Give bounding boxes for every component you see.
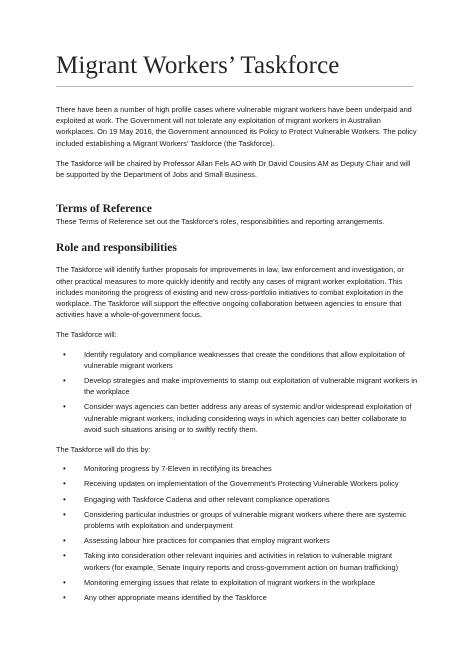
bullet-icon: • (63, 494, 66, 504)
list-item: • Identify regulatory and compliance weaknesses that create the conditions that allow exploitation of vulnerable migrant workers (63, 349, 405, 370)
bullet-icon: • (63, 536, 66, 546)
list-item: • Any other appropriate means identified by the Taskforce (63, 593, 267, 603)
terms-of-reference-heading: Terms of Reference (56, 202, 152, 216)
will-list (56, 349, 418, 435)
list-item: • Assessing labour hire practices for companies that employ migrant workers (63, 536, 330, 546)
intro-paragraph-1: There have been a number of high profile cases where vulnerable migrant workers have been underpaid and exploited at work. The Government will not tolerate any exploitation of migrant workers in Australian workplaces. On 19 May 2016, the Government announced its Policy to Protect Vulnerable Workers. The policy included establishing a Migrant Workers’ Taskforce (the Taskforce). (56, 105, 417, 148)
bullet-icon: • (63, 577, 66, 587)
list-item: • Consider ways agencies can better address any areas of systemic and/or widespread exploitation of vulnerable migrant workers, including considering ways in which agencies can better collaborate to avoid such situations arising or to swiftly rectify them. (63, 402, 412, 434)
list-item: • Considering particular industries or groups of vulnerable migrant workers where there are systemic problems with exploitation and underpayment (63, 509, 407, 531)
do-list (56, 463, 418, 603)
list-item: • Develop strategies and make improvements to stamp out exploitation of vulnerable migrant workers in the workplace (63, 376, 418, 397)
list-item: • Engaging with Taskforce Cadena and other relevant compliance operations (63, 494, 330, 504)
bullet-icon: • (63, 464, 66, 474)
list-item: • Monitoring progress by 7-Eleven in rectifying its breaches (63, 464, 272, 474)
terms-of-reference-text: These Terms of Reference set out the Taskforce’s roles, responsibilities and reporting arrangements. (56, 217, 385, 227)
role-paragraph: The Taskforce will identify further proposals for improvements in law, law enforcement and investigation, or other practical measures to more quickly identify and rectify any cases of migrant worker exploitation. This includes monitoring the progress of existing and new cross-portfolio initiatives to combat exploitation in the workplace. The Taskforce will support the effective ongoing collaboration between agencies to ensure that activities have a whole-of-government focus. (56, 265, 404, 320)
list-item: • Receiving updates on implementation of the Government’s Protecting Vulnerable Workers policy (63, 479, 399, 489)
intro-paragraph-2: The Taskforce will be chaired by Professor Allan Fels AO with Dr David Cousins AM as Deputy Chair and will be supported by the Department of Jobs and Small Business. (56, 158, 411, 180)
document-body (56, 104, 418, 607)
bullet-icon: • (63, 479, 66, 489)
title-divider (56, 86, 413, 87)
page-title: Migrant Workers’ Taskforce (56, 52, 340, 79)
bullet-icon: • (63, 402, 66, 412)
bullet-icon: • (63, 376, 66, 386)
do-intro: The Taskforce will do this by: (56, 445, 151, 455)
list-item: • Taking into consideration other relevant inquiries and activities in relation to vulnerable migrant workers (for example, Senate Inquiry reports and cross-government action on human trafficking) (63, 551, 399, 572)
bullet-icon: • (63, 349, 66, 359)
bullet-icon: • (63, 593, 66, 603)
bullet-icon: • (63, 551, 66, 561)
role-heading: Role and responsibilities (56, 241, 177, 255)
bullet-icon: • (63, 509, 66, 519)
list-item: • Monitoring emerging issues that relate to exploitation of migrant workers in the workplace (63, 577, 376, 587)
will-intro: The Taskforce will: (56, 330, 117, 340)
